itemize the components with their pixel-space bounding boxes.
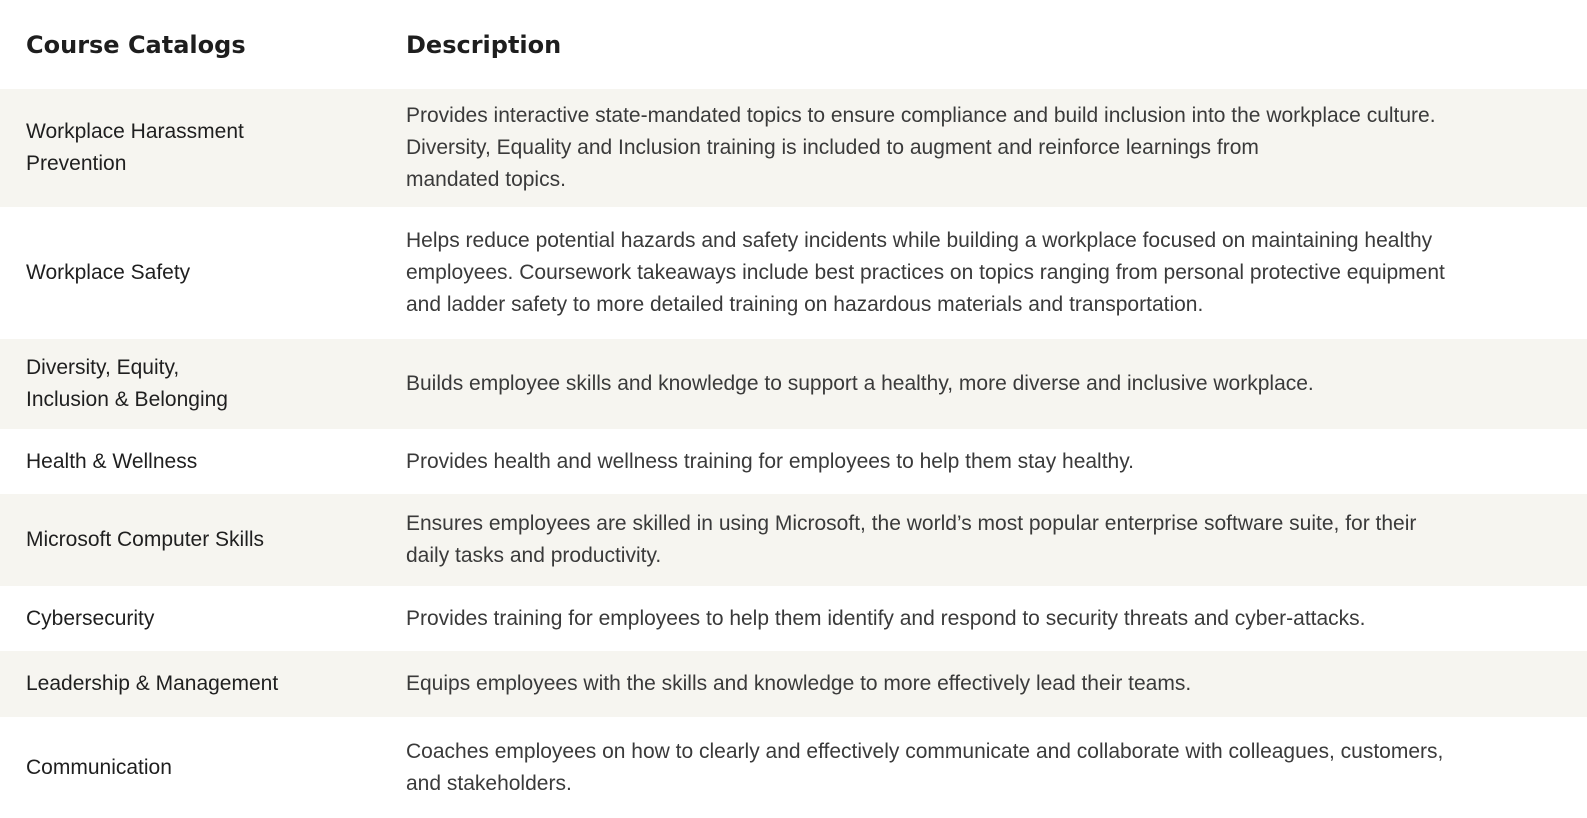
course-name	[0, 586, 384, 651]
course-description	[384, 586, 1587, 651]
course-description-line: Ensures employees are skilled in using Microsoft, the world’s most popular enterprise software suite, for their	[406, 512, 1417, 535]
course-description	[384, 717, 1587, 818]
course-description-line: Diversity, Equality and Inclusion training is included to augment and reinforce learnings from	[406, 136, 1259, 159]
table-row	[0, 717, 1587, 818]
course-name-line: Microsoft Computer Skills	[26, 528, 265, 551]
course-name	[0, 717, 384, 818]
course-name	[0, 339, 384, 429]
course-name-line: Workplace Harassment	[26, 120, 244, 143]
course-description-line: and stakeholders.	[406, 771, 572, 795]
course-description-line: daily tasks and productivity.	[406, 544, 662, 567]
course-name-line: Prevention	[26, 152, 127, 175]
course-description-line: and ladder safety to more detailed training on hazardous materials and transportation.	[406, 293, 1204, 316]
course-name-line: Workplace Safety	[26, 261, 191, 284]
table-row	[0, 651, 1587, 717]
course-name-line: Diversity, Equity,	[26, 356, 180, 379]
course-description	[384, 207, 1587, 339]
course-description-line: Provides health and wellness training for employees to help them stay healthy.	[406, 449, 1135, 473]
course-description	[384, 429, 1587, 494]
column-header-description: Description	[406, 30, 562, 59]
course-name-line: Leadership & Management	[26, 672, 279, 695]
table-row	[0, 207, 1587, 339]
course-description-line: Coaches employees on how to clearly and effectively communicate and collaborate with colleagues, customers,	[406, 739, 1444, 763]
course-name	[0, 651, 384, 717]
table-row	[0, 586, 1587, 651]
course-description	[384, 494, 1587, 586]
table-row	[0, 89, 1587, 207]
course-description-line: Builds employee skills and knowledge to support a healthy, more diverse and inclusive workplace.	[406, 372, 1314, 395]
course-description-line: Helps reduce potential hazards and safety incidents while building a workplace focused on maintaining healthy	[406, 229, 1433, 252]
course-name	[0, 494, 384, 586]
course-description	[384, 89, 1587, 207]
course-description-line: Provides interactive state-mandated topics to ensure compliance and build inclusion into the workplace culture.	[406, 104, 1436, 127]
course-name-line: Cybersecurity	[26, 606, 155, 630]
course-name	[0, 89, 384, 207]
table-header	[0, 0, 1587, 89]
course-description-line: employees. Coursework takeaways include best practices on topics ranging from personal protective equipment	[406, 261, 1445, 284]
course-name	[0, 207, 384, 339]
column-header-course-catalogs: Course Catalogs	[26, 30, 246, 59]
course-name	[0, 429, 384, 494]
table-row	[0, 494, 1587, 586]
course-name-line: Health & Wellness	[26, 449, 198, 473]
course-name-line: Communication	[26, 755, 172, 779]
course-description-line: Equips employees with the skills and knowledge to more effectively lead their teams.	[406, 672, 1192, 695]
table-row	[0, 339, 1587, 429]
course-description	[384, 651, 1587, 717]
course-name-line: Inclusion & Belonging	[26, 388, 228, 411]
course-description-line: mandated topics.	[406, 168, 566, 191]
table-body	[0, 89, 1587, 818]
course-description-line: Provides training for employees to help them identify and respond to security threats and cyber-attacks.	[406, 606, 1366, 630]
table-row	[0, 429, 1587, 494]
header-row	[0, 0, 1587, 89]
course-description	[384, 339, 1587, 429]
